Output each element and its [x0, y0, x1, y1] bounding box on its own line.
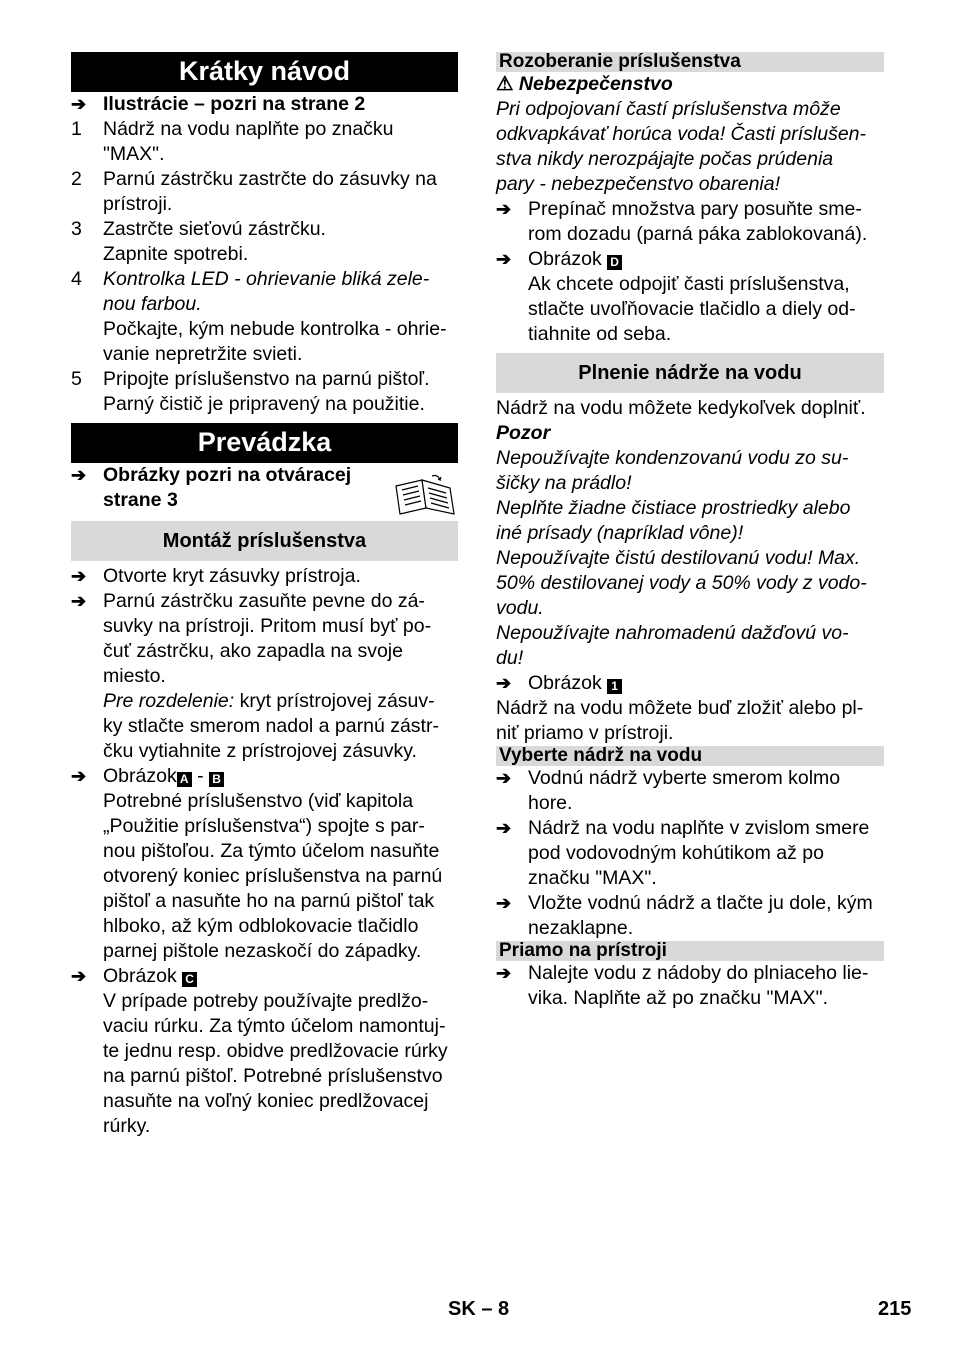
text-line: Zapnite spotrebi.: [103, 243, 249, 265]
arrow-icon: ➔: [496, 893, 512, 913]
text-line: strane 3: [103, 489, 178, 511]
text-line: 50% destilovanej vody a 50% vody z vodo-: [496, 572, 867, 594]
heading-prevadzka: Prevádzka: [71, 423, 458, 463]
arrow-icon: ➔: [496, 249, 512, 269]
text-line: značku "MAX".: [528, 867, 657, 889]
text-line: tiahnite od seba.: [528, 323, 672, 345]
text-line: nasuňte na voľný koniec predlžovacej: [103, 1090, 429, 1112]
text-line: hore.: [528, 792, 573, 814]
list-item: 2 Parnú zástrčku zastrčte do zásuvky na: [71, 168, 437, 190]
text-line: Nepoužívajte nahromadenú dažďovú vo-: [496, 622, 849, 644]
text-line: prístroji.: [103, 193, 173, 215]
text-line: pištoľ a nasuňte ho na parnú pištoľ tak: [103, 890, 435, 912]
text-line: pary - nebezpečenstvo obarenia!: [496, 173, 781, 195]
text-line: te jednu resp. obidve predlžovacie rúrky: [103, 1040, 448, 1062]
footer-section: SK – 8: [448, 1298, 510, 1320]
text-line: Parný čistič je pripravený na použitie.: [103, 393, 425, 415]
figure-label-1: 1: [607, 679, 622, 694]
list-item: ➔ Obrázky pozri na otváracej: [71, 464, 352, 486]
figure-label-b: B: [209, 772, 224, 787]
list-item: ➔ Vložte vodnú nádrž a tlačte ju dole, kým: [496, 892, 873, 914]
text-line: suvky na prístroji. Pritom musí byť po-: [103, 615, 432, 637]
arrow-icon: ➔: [71, 591, 87, 611]
text-line: stlačte uvoľňovacie tlačidlo a diely od-: [528, 298, 856, 320]
arrow-icon: ➔: [496, 673, 512, 693]
list-item: 1 Nádrž na vodu naplňte po značku: [71, 118, 394, 140]
arrow-icon: ➔: [71, 566, 87, 586]
figure-label-a: A: [177, 772, 192, 787]
text-line: iné prísady (napríklad vône)!: [496, 522, 744, 544]
text-line: nezaklapne.: [528, 917, 634, 939]
list-item: ➔ Nádrž na vodu naplňte v zvislom smere: [496, 817, 870, 839]
text-line: miesto.: [103, 665, 166, 687]
list-item: ➔ Obrázok D: [496, 247, 884, 272]
text-line: niť priamo v prístroji.: [496, 722, 674, 744]
text-line: Nepoužívajte kondenzovanú vodu zo su-: [496, 447, 849, 469]
heading-priamo: Priamo na prístroji: [496, 941, 884, 961]
text-line: stva nikdy nerozpájajte počas prúdenia: [496, 148, 834, 170]
text-line: Nepoužívajte čistú destilovanú vodu! Max.: [496, 547, 861, 569]
list-item: 5 Pripojte príslušenstvo na parnú pištoľ.: [71, 368, 430, 390]
text-line: „Použitie príslušenstva“) spojte s par-: [103, 815, 425, 837]
list-item: ➔ Obrázok A - B: [71, 764, 458, 789]
book-icon: [392, 474, 458, 518]
arrow-icon: ➔: [496, 768, 512, 788]
text-line: "MAX".: [103, 143, 165, 165]
list-item: ➔ Obrázok 1: [496, 671, 884, 696]
text-line: vanie nepretržite svieti.: [103, 343, 303, 365]
list-item: ➔ Ilustrácie – pozri na strane 2: [71, 93, 366, 115]
text-line: ky stlačte smerom nadol a parnú zástr-: [103, 715, 439, 737]
text-line: nou pištoľou. Za týmto účelom nasuňte: [103, 840, 440, 862]
text-line: vaciu rúrku. Za týmto účelom namontuj-: [103, 1015, 446, 1037]
text-line: Nádrž na vodu môžete kedykoľvek doplniť.: [496, 397, 866, 419]
text-line: hlboko, až kým odblokovacie tlačidlo: [103, 915, 419, 937]
arrow-icon: ➔: [71, 766, 87, 786]
list-item: ➔ Obrázok C: [71, 964, 458, 989]
list-item: ➔ Nalejte vodu z nádoby do plniaceho lie-: [496, 962, 869, 984]
text-line: Ak chcete odpojiť časti príslušenstva,: [528, 273, 850, 295]
caution-label: Pozor: [496, 422, 551, 444]
text-line: du!: [496, 647, 524, 669]
figure-label-d: D: [607, 255, 622, 270]
arrow-icon: ➔: [71, 966, 87, 986]
text-line: odkvapkávať horúca voda! Časti príslušen-: [496, 123, 867, 145]
text-line: Počkajte, kým nebude kontrolka - ohrie-: [103, 318, 447, 340]
list-item: 4 Kontrolka LED - ohrievanie bliká zele-: [71, 268, 430, 290]
heading-montaz: Montáž príslušenstva: [71, 521, 458, 561]
text-line: šičky na prádlo!: [496, 472, 632, 494]
text-line: Pri odpojovaní častí príslušenstva môže: [496, 98, 841, 120]
text-line: čku vytiahnite z prístrojovej zásuvky.: [103, 740, 417, 762]
text-line: čuť zástrčku, ako zapadla na svoje: [103, 640, 403, 662]
list-item: ➔ Otvorte kryt zásuvky prístroja.: [71, 565, 361, 587]
text-line: otvorený koniec príslušenstva na parnú: [103, 865, 443, 887]
text-line: V prípade potreby používajte predlžo-: [103, 990, 429, 1012]
arrow-icon: ➔: [496, 818, 512, 838]
figure-label-c: C: [182, 972, 197, 987]
arrow-icon: ➔: [496, 199, 512, 219]
text-line: rúrky.: [103, 1115, 151, 1137]
list-item: ➔ Parnú zástrčku zasuňte pevne do zá-: [71, 590, 425, 612]
text-line: Potrebné príslušenstvo (viď kapitola: [103, 790, 414, 812]
heading-vyberte: Vyberte nádrž na vodu: [496, 746, 884, 766]
left-column: [71, 52, 458, 1139]
text-line: vika. Naplňte až po značku "MAX".: [528, 987, 828, 1009]
text-line: na parnú pištoľ. Potrebné príslušenstvo: [103, 1065, 443, 1087]
list-item: 3 Zastrčte sieťovú zástrčku.: [71, 218, 326, 240]
warning-line: ⚠ Nebezpečenstvo: [496, 73, 673, 95]
arrow-icon: ➔: [71, 465, 87, 485]
text-line: Neplňte žiadne čistiace prostriedky alebo: [496, 497, 851, 519]
arrow-icon: ➔: [71, 94, 87, 114]
text-line: Pre rozdelenie: kryt prístrojovej zásuv-: [103, 690, 435, 712]
list-item: ➔ Prepínač množstva pary posuňte sme-: [496, 198, 862, 220]
text-line: vodu.: [496, 597, 544, 619]
heading-plnenie: Plnenie nádrže na vodu: [496, 353, 884, 393]
text-line: pod vodovodným kohútikom až po: [528, 842, 824, 864]
arrow-icon: ➔: [496, 963, 512, 983]
right-column: [496, 52, 884, 1011]
text-line: rom dozadu (parná páka zablokovaná).: [528, 223, 868, 245]
page-number: 215: [878, 1298, 912, 1320]
heading-rozoberanie: Rozoberanie príslušenstva: [496, 52, 884, 72]
text-line: parnej pištole nezaskočí do západky.: [103, 940, 422, 962]
heading-kratky-navod: Krátky návod: [71, 52, 458, 92]
text-line: Nádrž na vodu môžete buď zložiť alebo pl-: [496, 697, 864, 719]
warning-icon: ⚠: [496, 73, 514, 95]
text-line: nou farbou.: [103, 293, 202, 315]
list-item: ➔ Vodnú nádrž vyberte smerom kolmo: [496, 767, 841, 789]
